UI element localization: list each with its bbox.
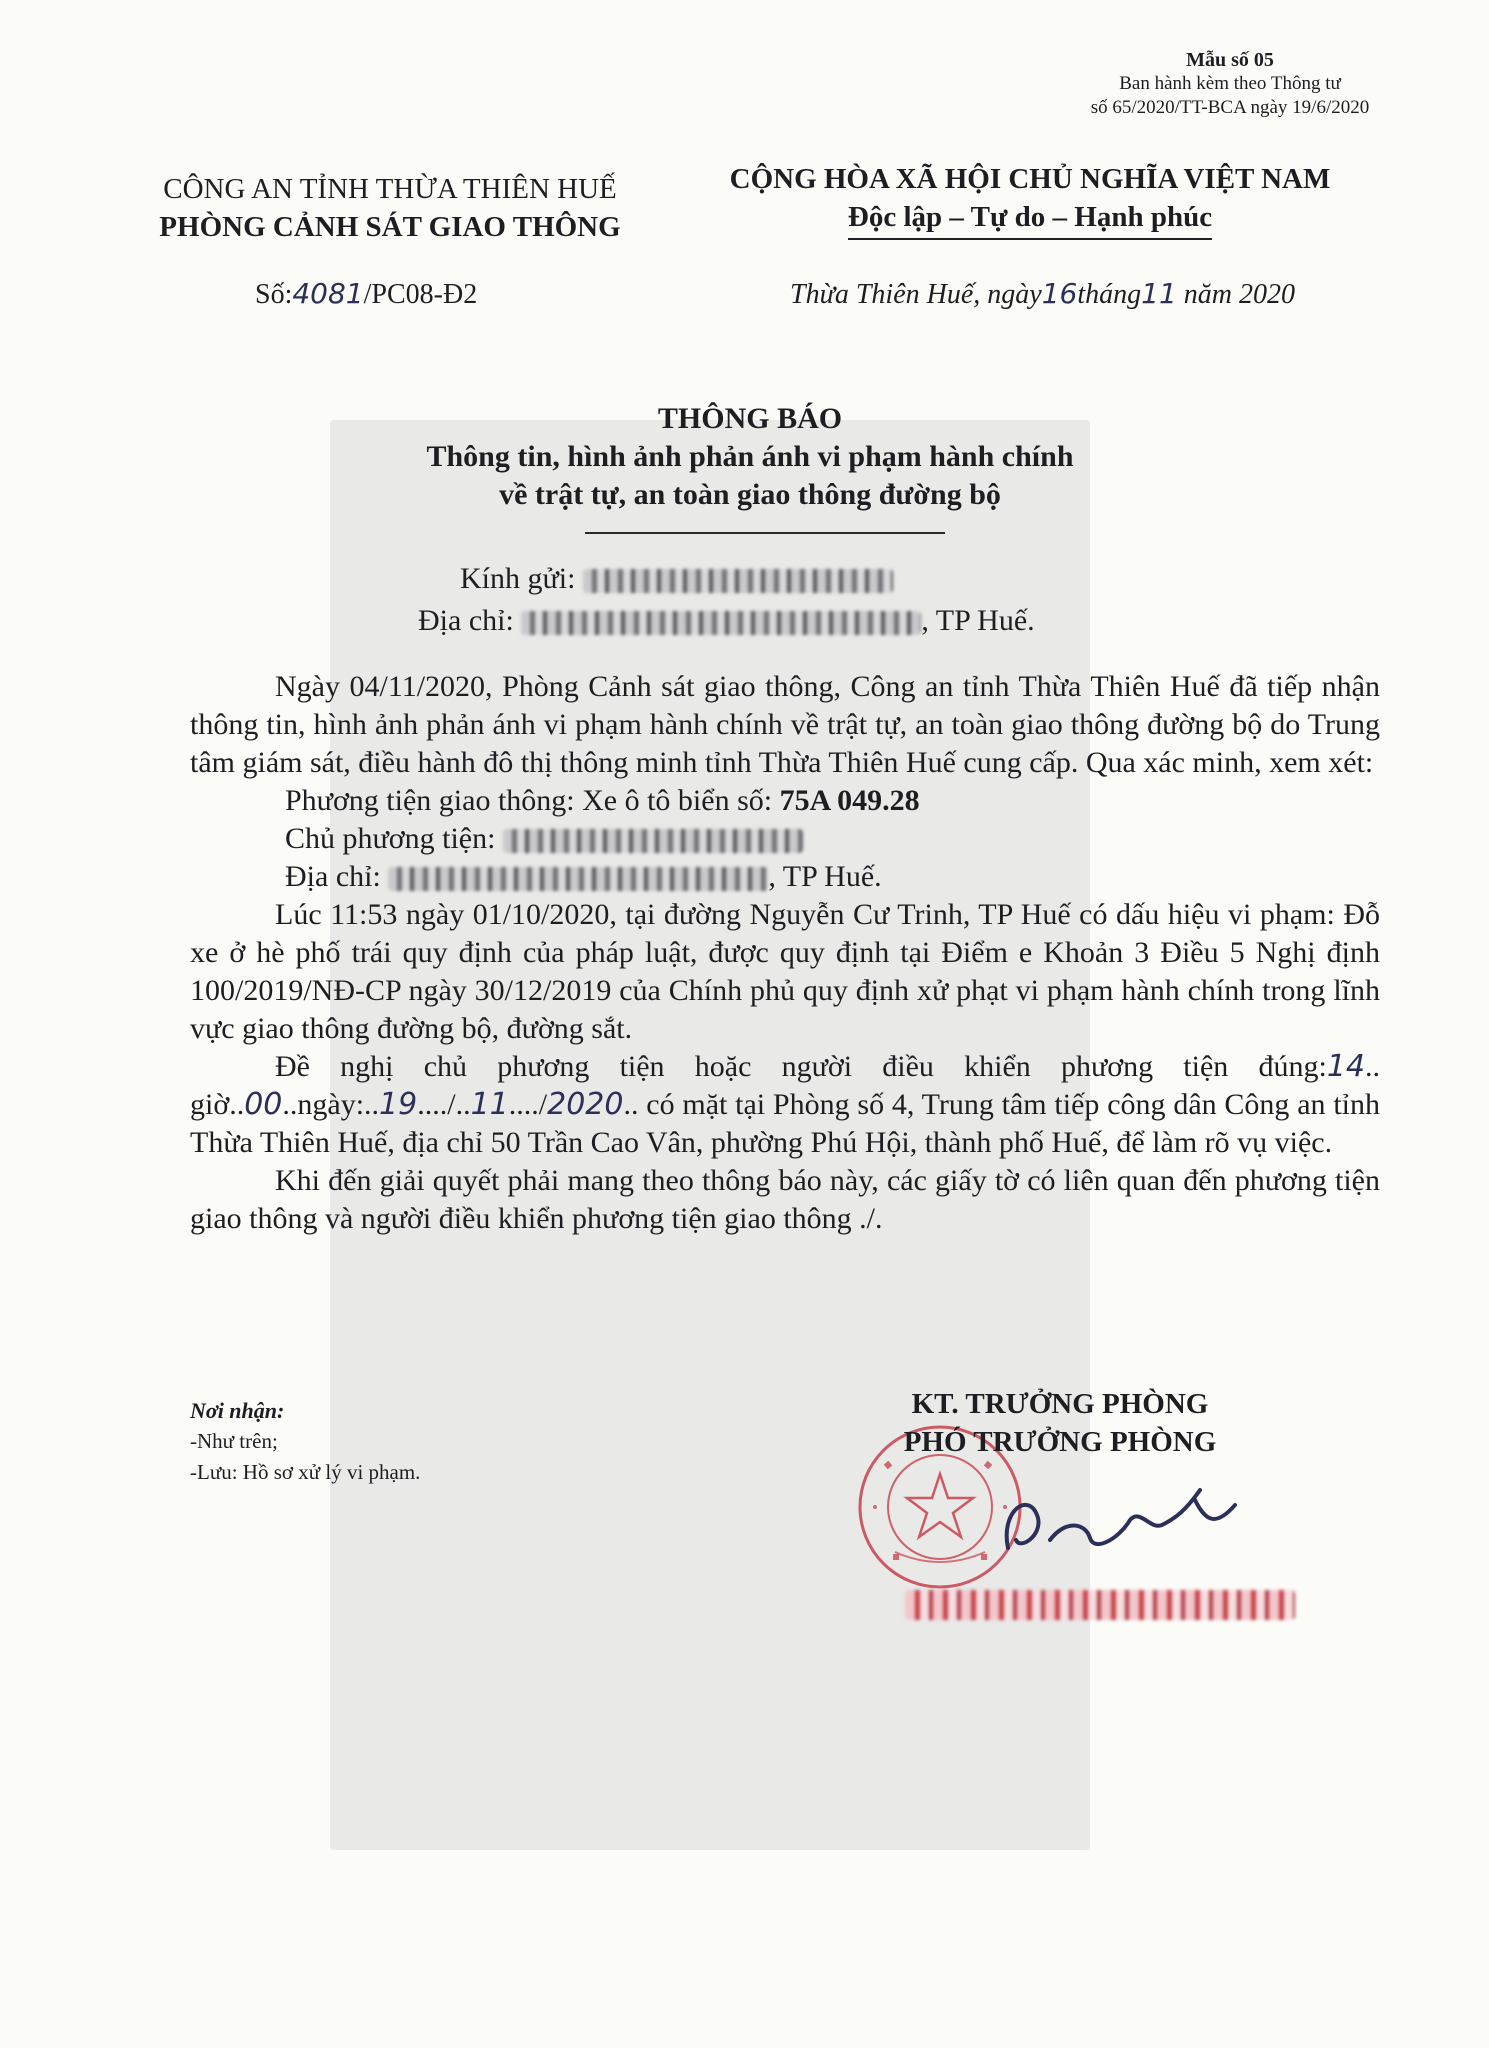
nation-name: CỘNG HÒA XÃ HỘI CHỦ NGHĨA VIỆT NAM bbox=[729, 163, 1331, 195]
nation-motto: Độc lập – Tự do – Hạnh phúc bbox=[848, 198, 1212, 240]
owner-label: Chủ phương tiện: bbox=[285, 822, 496, 855]
agency-parent: CÔNG AN TỈNH THỪA THIÊN HUẾ bbox=[163, 173, 617, 205]
redacted-recipient-name bbox=[583, 569, 893, 593]
date-place: Thừa Thiên Huế, ngày bbox=[790, 279, 1042, 310]
redacted-signer-name bbox=[905, 1590, 1295, 1620]
form-number bbox=[1030, 48, 1430, 120]
agency-unit: PHÒNG CẢNH SÁT GIAO THÔNG bbox=[159, 211, 621, 243]
owner-address-city: TP Huế. bbox=[782, 860, 882, 893]
redacted-owner-address bbox=[388, 867, 768, 891]
appointment-minute: 00 bbox=[244, 1087, 283, 1122]
document-title bbox=[250, 400, 1250, 514]
handwritten-signature bbox=[990, 1470, 1250, 1580]
license-plate: 75A 049.28 bbox=[779, 784, 920, 817]
date-month-word: tháng bbox=[1077, 279, 1142, 310]
issuing-agency bbox=[110, 170, 670, 246]
national-header bbox=[660, 160, 1400, 240]
signature-title bbox=[850, 1385, 1270, 1461]
issue-date bbox=[790, 277, 1295, 311]
signature-title-line1: KT. TRƯỞNG PHÒNG bbox=[911, 1388, 1209, 1420]
recipients-item-2: -Lưu: Hồ sơ xử lý vi phạm. bbox=[190, 1460, 421, 1484]
ref-number-handwritten: 4081 bbox=[292, 277, 364, 310]
date-year: năm 2020 bbox=[1183, 279, 1295, 310]
owner-address-line: Địa chỉ: , TP Huế. bbox=[285, 860, 882, 893]
body-paragraph-3: Đề nghị chủ phương tiện hoặc người điều khiển phương tiện đúng:14.. giờ..00..ngày:..19..../..11..../2020.. có mặt tại Phòng số 4, Trung tâm tiếp công dân Công an tỉnh Thừa Thiên Huế, địa chỉ 50 Trần Cao Vân, phường Phú Hội, thành phố Huế, để làm rõ vụ việc. bbox=[190, 1049, 1380, 1159]
reference-number bbox=[255, 277, 477, 311]
appointment-place: có mặt tại Phòng số 4, Trung tâm tiếp công dân Công an tỉnh Thừa Thiên Huế, địa chỉ 50 Trần Cao Vân, phường Phú Hội, thành phố Huế, để làm rõ vụ việc. bbox=[190, 1088, 1380, 1159]
body-paragraph-1: Ngày 04/11/2020, Phòng Cảnh sát giao thông, Công an tỉnh Thừa Thiên Huế đã tiếp nhận thông tin, hình ảnh phản ánh vi phạm hành chính về trật tự, an toàn giao thông đường bộ do Trung tâm giám sát, điều hành đô thị thông minh tỉnh Thừa Thiên Huế cung cấp. Qua xác minh, xem xét: bbox=[190, 670, 1380, 779]
date-month-handwritten: 11 bbox=[1141, 277, 1177, 310]
body-paragraph-2: Lúc 11:53 ngày 01/10/2020, tại đường Nguyễn Cư Trinh, TP Huế có dấu hiệu vi phạm: Đỗ xe ở hè phố trái quy định của pháp luật, được quy định tại Điểm e Khoản 3 Điều 5 Nghị định 100/2019/NĐ-CP ngày 30/12/2019 của Chính phủ quy định xử phạt vi phạm hành chính trong lĩnh vực giao thông đường bộ, đường sắt. bbox=[190, 898, 1380, 1045]
title-divider bbox=[585, 532, 945, 534]
appointment-month: 11 bbox=[470, 1087, 509, 1122]
form-number-line2: số 65/2020/TT-BCA ngày 19/6/2020 bbox=[1090, 97, 1370, 118]
redacted-recipient-address bbox=[521, 611, 921, 635]
title-sub2: về trật tự, an toàn giao thông đường bộ bbox=[499, 478, 1001, 511]
form-number-line1: Ban hành kèm theo Thông tư bbox=[1119, 73, 1341, 94]
recipients-list bbox=[190, 1395, 420, 1488]
title-main: THÔNG BÁO bbox=[657, 402, 843, 435]
appointment-day: 19 bbox=[379, 1087, 418, 1122]
title-sub1: Thông tin, hình ảnh phản ánh vi phạm hành chính bbox=[426, 440, 1074, 473]
recipient-address-city: TP Huế. bbox=[935, 604, 1035, 637]
recipients-heading: Nơi nhận: bbox=[190, 1398, 285, 1423]
owner-address-label: Địa chỉ: bbox=[285, 860, 381, 893]
appointment-year: 2020 bbox=[547, 1087, 624, 1122]
body-paragraph-4: Khi đến giải quyết phải mang theo thông báo này, các giấy tờ có liên quan đến phương tiện giao thông và người điều khiển phương tiện giao thông ./. bbox=[190, 1164, 1380, 1235]
recipient-address-label: Địa chỉ: bbox=[418, 604, 514, 637]
form-number-title: Mẫu số 05 bbox=[1186, 49, 1274, 71]
recipients-item-1: -Như trên; bbox=[190, 1429, 278, 1453]
notice-body bbox=[190, 668, 1380, 1238]
day-label: ngày: bbox=[297, 1088, 365, 1121]
redacted-owner-name bbox=[503, 829, 803, 853]
recipient-to-label: Kính gửi: bbox=[460, 562, 576, 595]
date-day-handwritten: 16 bbox=[1041, 277, 1078, 310]
recipient-block: Kính gửi: Địa chỉ: , TP Huế. bbox=[418, 562, 1035, 637]
appointment-intro: Đề nghị chủ phương tiện hoặc người điều khiển phương tiện đúng: bbox=[275, 1050, 1327, 1083]
vehicle-line bbox=[190, 782, 1380, 820]
signature-title-line2: PHÓ TRƯỞNG PHÒNG bbox=[903, 1426, 1217, 1458]
hour-label: giờ bbox=[190, 1088, 230, 1121]
vehicle-label: Phương tiện giao thông: Xe ô tô biển số: bbox=[285, 784, 773, 817]
appointment-hour: 14 bbox=[1326, 1049, 1365, 1084]
ref-suffix: /PC08-Đ2 bbox=[363, 279, 478, 310]
owner-line bbox=[190, 820, 1380, 858]
ref-prefix: Số: bbox=[255, 279, 293, 310]
